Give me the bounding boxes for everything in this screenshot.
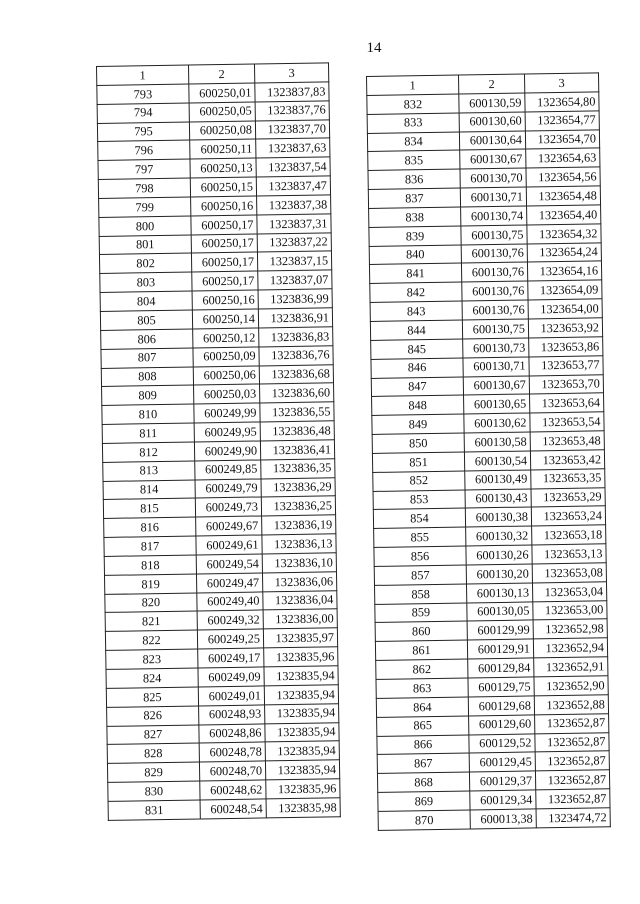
cell-y-coordinate: 1323654,48 xyxy=(526,186,600,206)
cell-y-coordinate: 1323653,48 xyxy=(530,431,604,451)
cell-point-number: 805 xyxy=(100,310,192,330)
cell-x-coordinate: 600129,75 xyxy=(468,677,534,697)
cell-x-coordinate: 600250,16 xyxy=(191,196,257,216)
cell-x-coordinate: 600250,17 xyxy=(191,252,257,272)
cell-x-coordinate: 600130,59 xyxy=(459,93,525,113)
cell-point-number: 849 xyxy=(372,414,464,434)
cell-point-number: 797 xyxy=(98,159,190,179)
cell-x-coordinate: 600129,34 xyxy=(470,790,536,810)
cell-x-coordinate: 600130,43 xyxy=(465,489,531,509)
cell-point-number: 838 xyxy=(369,207,461,227)
cell-x-coordinate: 600129,37 xyxy=(469,771,535,791)
cell-x-coordinate: 600130,05 xyxy=(467,602,533,622)
cell-point-number: 868 xyxy=(377,772,469,792)
cell-x-coordinate: 600250,06 xyxy=(193,365,259,385)
column-header-y: 3 xyxy=(254,63,328,83)
cell-y-coordinate: 1323836,68 xyxy=(259,364,333,384)
cell-y-coordinate: 1323837,38 xyxy=(257,195,331,215)
cell-y-coordinate: 1323653,04 xyxy=(532,582,606,602)
cell-point-number: 816 xyxy=(104,517,196,537)
cell-y-coordinate: 1323835,94 xyxy=(265,703,339,723)
cell-point-number: 856 xyxy=(374,546,466,566)
cell-point-number: 827 xyxy=(107,724,199,744)
cell-point-number: 814 xyxy=(103,480,195,500)
cell-point-number: 800 xyxy=(99,216,191,236)
cell-x-coordinate: 600130,74 xyxy=(461,206,527,226)
cell-y-coordinate: 1323836,13 xyxy=(262,534,336,554)
cell-x-coordinate: 600249,61 xyxy=(196,535,262,555)
cell-x-coordinate: 600130,75 xyxy=(462,319,528,339)
cell-point-number: 870 xyxy=(378,810,470,830)
cell-x-coordinate: 600130,32 xyxy=(466,526,532,546)
cell-x-coordinate: 600248,54 xyxy=(200,799,266,819)
cell-x-coordinate: 600130,76 xyxy=(461,244,527,264)
cell-x-coordinate: 600130,38 xyxy=(465,507,531,527)
cell-x-coordinate: 600129,68 xyxy=(468,696,534,716)
cell-point-number: 864 xyxy=(376,697,468,717)
cell-y-coordinate: 1323653,42 xyxy=(530,450,604,470)
cell-point-number: 818 xyxy=(104,555,196,575)
cell-x-coordinate: 600129,84 xyxy=(468,658,534,678)
cell-point-number: 799 xyxy=(99,197,191,217)
cell-x-coordinate: 600130,70 xyxy=(460,168,526,188)
cell-x-coordinate: 600250,15 xyxy=(190,177,256,197)
cell-y-coordinate: 1323652,87 xyxy=(535,732,609,752)
cell-x-coordinate: 600250,17 xyxy=(192,271,258,291)
cell-point-number: 795 xyxy=(97,122,189,142)
cell-point-number: 828 xyxy=(107,743,199,763)
cell-y-coordinate: 1323652,88 xyxy=(534,695,608,715)
cell-y-coordinate: 1323474,72 xyxy=(536,808,610,828)
cell-y-coordinate: 1323837,76 xyxy=(255,101,329,121)
cell-point-number: 845 xyxy=(371,339,463,359)
cell-y-coordinate: 1323653,00 xyxy=(533,600,607,620)
column-header-point-number: 1 xyxy=(97,65,189,85)
cell-x-coordinate: 600249,79 xyxy=(195,479,261,499)
cell-x-coordinate: 600129,60 xyxy=(469,715,535,735)
cell-point-number: 857 xyxy=(374,565,466,585)
cell-y-coordinate: 1323836,00 xyxy=(263,609,337,629)
cell-point-number: 796 xyxy=(98,140,190,160)
coordinates-table-left xyxy=(96,62,341,820)
cell-y-coordinate: 1323652,87 xyxy=(536,789,610,809)
cell-y-coordinate: 1323835,94 xyxy=(264,666,338,686)
cell-y-coordinate: 1323837,83 xyxy=(255,82,329,102)
cell-x-coordinate: 600248,93 xyxy=(199,705,265,725)
table-row xyxy=(378,808,610,830)
cell-y-coordinate: 1323654,80 xyxy=(525,92,599,112)
cell-x-coordinate: 600250,14 xyxy=(192,309,258,329)
cell-x-coordinate: 600129,52 xyxy=(469,733,535,753)
cell-point-number: 847 xyxy=(371,377,463,397)
cell-y-coordinate: 1323653,35 xyxy=(531,469,605,489)
cell-point-number: 846 xyxy=(371,358,463,378)
cell-y-coordinate: 1323652,87 xyxy=(535,751,609,771)
cell-point-number: 863 xyxy=(376,678,468,698)
cell-x-coordinate: 600129,99 xyxy=(467,620,533,640)
cell-y-coordinate: 1323837,07 xyxy=(258,270,332,290)
cell-x-coordinate: 600248,62 xyxy=(200,780,266,800)
cell-point-number: 869 xyxy=(378,791,470,811)
cell-y-coordinate: 1323654,40 xyxy=(527,205,601,225)
cell-y-coordinate: 1323654,09 xyxy=(528,280,602,300)
cell-x-coordinate: 600250,08 xyxy=(189,121,255,141)
page-number: 14 xyxy=(366,40,382,56)
cell-point-number: 840 xyxy=(369,245,461,265)
cell-x-coordinate: 600130,49 xyxy=(465,470,531,490)
cell-point-number: 859 xyxy=(375,603,467,623)
cell-x-coordinate: 600250,17 xyxy=(191,215,257,235)
cell-x-coordinate: 600250,16 xyxy=(192,290,258,310)
column-header-y: 3 xyxy=(524,73,598,93)
cell-y-coordinate: 1323837,22 xyxy=(257,232,331,252)
cell-y-coordinate: 1323653,54 xyxy=(530,412,604,432)
cell-y-coordinate: 1323652,98 xyxy=(533,619,607,639)
cell-y-coordinate: 1323652,87 xyxy=(535,770,609,790)
cell-x-coordinate: 600130,71 xyxy=(463,357,529,377)
cell-x-coordinate: 600130,67 xyxy=(460,149,526,169)
cell-point-number: 841 xyxy=(369,263,461,283)
cell-x-coordinate: 600249,17 xyxy=(198,648,264,668)
cell-x-coordinate: 600129,91 xyxy=(467,639,533,659)
cell-x-coordinate: 600249,47 xyxy=(196,573,262,593)
cell-x-coordinate: 600250,09 xyxy=(193,347,259,367)
cell-x-coordinate: 600249,73 xyxy=(195,497,261,517)
cell-point-number: 854 xyxy=(373,508,465,528)
cell-point-number: 861 xyxy=(375,640,467,660)
cell-point-number: 810 xyxy=(102,404,194,424)
cell-x-coordinate: 600250,01 xyxy=(189,83,255,103)
cell-y-coordinate: 1323653,64 xyxy=(530,393,604,413)
cell-x-coordinate: 600130,71 xyxy=(460,187,526,207)
column-header-point-number: 1 xyxy=(367,75,459,95)
cell-point-number: 867 xyxy=(377,753,469,773)
cell-y-coordinate: 1323653,08 xyxy=(532,563,606,583)
cell-point-number: 819 xyxy=(104,574,196,594)
cell-x-coordinate: 600249,90 xyxy=(194,441,260,461)
cell-x-coordinate: 600250,11 xyxy=(190,139,256,159)
cell-y-coordinate: 1323837,70 xyxy=(255,119,329,139)
cell-point-number: 866 xyxy=(377,734,469,754)
cell-y-coordinate: 1323836,99 xyxy=(258,289,332,309)
cell-point-number: 862 xyxy=(376,659,468,679)
cell-x-coordinate: 600130,26 xyxy=(466,545,532,565)
cell-x-coordinate: 600250,03 xyxy=(194,384,260,404)
cell-x-coordinate: 600249,54 xyxy=(196,554,262,574)
cell-point-number: 826 xyxy=(107,706,199,726)
cell-point-number: 844 xyxy=(370,320,462,340)
cell-y-coordinate: 1323836,04 xyxy=(263,590,337,610)
table-row xyxy=(108,798,340,820)
cell-y-coordinate: 1323836,41 xyxy=(260,440,334,460)
cell-point-number: 802 xyxy=(99,253,191,273)
cell-point-number: 851 xyxy=(372,452,464,472)
cell-x-coordinate: 600249,40 xyxy=(197,592,263,612)
cell-y-coordinate: 1323836,91 xyxy=(258,308,332,328)
column-header-x: 2 xyxy=(188,64,254,84)
cell-y-coordinate: 1323835,97 xyxy=(263,628,337,648)
cell-x-coordinate: 600249,32 xyxy=(197,610,263,630)
cell-y-coordinate: 1323836,25 xyxy=(261,496,335,516)
cell-y-coordinate: 1323836,76 xyxy=(259,345,333,365)
cell-point-number: 832 xyxy=(367,94,459,114)
cell-y-coordinate: 1323836,10 xyxy=(262,553,336,573)
cell-point-number: 848 xyxy=(372,395,464,415)
cell-x-coordinate: 600130,65 xyxy=(464,394,530,414)
cell-point-number: 813 xyxy=(103,461,195,481)
cell-point-number: 837 xyxy=(368,188,460,208)
cell-x-coordinate: 600249,25 xyxy=(197,629,263,649)
cell-point-number: 804 xyxy=(100,291,192,311)
cell-x-coordinate: 600130,58 xyxy=(464,432,530,452)
cell-point-number: 817 xyxy=(104,536,196,556)
cell-point-number: 850 xyxy=(372,433,464,453)
cell-y-coordinate: 1323836,19 xyxy=(262,515,336,535)
cell-y-coordinate: 1323652,87 xyxy=(535,713,609,733)
cell-y-coordinate: 1323653,29 xyxy=(531,487,605,507)
cell-point-number: 815 xyxy=(103,498,195,518)
cell-point-number: 808 xyxy=(101,367,193,387)
cell-point-number: 822 xyxy=(105,630,197,650)
cell-y-coordinate: 1323837,15 xyxy=(257,251,331,271)
cell-y-coordinate: 1323654,24 xyxy=(527,242,601,262)
cell-x-coordinate: 600250,12 xyxy=(193,328,259,348)
cell-point-number: 829 xyxy=(107,762,199,782)
cell-y-coordinate: 1323835,98 xyxy=(266,798,340,818)
cell-y-coordinate: 1323837,63 xyxy=(256,138,330,158)
cell-y-coordinate: 1323836,29 xyxy=(261,477,335,497)
cell-x-coordinate: 600250,17 xyxy=(191,234,257,254)
cell-x-coordinate: 600130,20 xyxy=(466,564,532,584)
cell-point-number: 811 xyxy=(102,423,194,443)
cell-x-coordinate: 600250,13 xyxy=(190,158,256,178)
cell-point-number: 855 xyxy=(374,527,466,547)
cell-y-coordinate: 1323835,94 xyxy=(265,722,339,742)
cell-point-number: 834 xyxy=(367,132,459,152)
cell-point-number: 794 xyxy=(97,103,189,123)
cell-point-number: 833 xyxy=(367,113,459,133)
cell-point-number: 823 xyxy=(106,649,198,669)
cell-y-coordinate: 1323653,24 xyxy=(531,506,605,526)
cell-y-coordinate: 1323652,90 xyxy=(534,676,608,696)
cell-point-number: 798 xyxy=(98,178,190,198)
cell-point-number: 865 xyxy=(377,716,469,736)
cell-x-coordinate: 600249,09 xyxy=(198,667,264,687)
cell-y-coordinate: 1323653,86 xyxy=(529,337,603,357)
cell-point-number: 803 xyxy=(100,272,192,292)
cell-x-coordinate: 600250,05 xyxy=(189,102,255,122)
cell-point-number: 812 xyxy=(102,442,194,462)
cell-point-number: 836 xyxy=(368,169,460,189)
cell-point-number: 821 xyxy=(105,611,197,631)
cell-x-coordinate: 600130,76 xyxy=(461,262,527,282)
coordinates-table-right xyxy=(366,72,611,830)
cell-x-coordinate: 600130,76 xyxy=(462,300,528,320)
cell-y-coordinate: 1323654,32 xyxy=(527,224,601,244)
cell-y-coordinate: 1323654,00 xyxy=(528,299,602,319)
cell-x-coordinate: 600013,38 xyxy=(470,809,536,829)
cell-x-coordinate: 600130,67 xyxy=(463,375,529,395)
cell-y-coordinate: 1323653,70 xyxy=(529,374,603,394)
cell-y-coordinate: 1323654,16 xyxy=(527,261,601,281)
cell-point-number: 835 xyxy=(368,150,460,170)
cell-y-coordinate: 1323836,35 xyxy=(261,459,335,479)
cell-y-coordinate: 1323837,47 xyxy=(256,176,330,196)
cell-x-coordinate: 600249,99 xyxy=(194,403,260,423)
cell-point-number: 858 xyxy=(374,584,466,604)
cell-point-number: 852 xyxy=(373,471,465,491)
cell-y-coordinate: 1323654,77 xyxy=(525,111,599,131)
cell-y-coordinate: 1323836,48 xyxy=(260,421,334,441)
cell-x-coordinate: 600130,60 xyxy=(459,112,525,132)
cell-point-number: 853 xyxy=(373,490,465,510)
cell-y-coordinate: 1323837,54 xyxy=(256,157,330,177)
cell-y-coordinate: 1323653,77 xyxy=(529,355,603,375)
cell-point-number: 824 xyxy=(106,668,198,688)
cell-y-coordinate: 1323835,94 xyxy=(264,685,338,705)
cell-x-coordinate: 600249,95 xyxy=(194,422,260,442)
cell-y-coordinate: 1323836,06 xyxy=(262,572,336,592)
cell-point-number: 793 xyxy=(97,84,189,104)
cell-y-coordinate: 1323835,96 xyxy=(264,647,338,667)
cell-x-coordinate: 600130,13 xyxy=(466,583,532,603)
cell-x-coordinate: 600129,45 xyxy=(469,752,535,772)
cell-y-coordinate: 1323654,56 xyxy=(526,167,600,187)
cell-y-coordinate: 1323835,96 xyxy=(266,779,340,799)
cell-x-coordinate: 600130,64 xyxy=(459,131,525,151)
cell-y-coordinate: 1323837,31 xyxy=(257,214,331,234)
cell-point-number: 839 xyxy=(369,226,461,246)
cell-x-coordinate: 600248,78 xyxy=(199,742,265,762)
cell-y-coordinate: 1323835,94 xyxy=(265,741,339,761)
cell-x-coordinate: 600249,01 xyxy=(198,686,264,706)
cell-x-coordinate: 600249,67 xyxy=(196,516,262,536)
cell-x-coordinate: 600248,86 xyxy=(199,723,265,743)
cell-x-coordinate: 600248,70 xyxy=(199,761,265,781)
cell-y-coordinate: 1323653,92 xyxy=(528,318,602,338)
cell-point-number: 820 xyxy=(105,593,197,613)
cell-y-coordinate: 1323654,63 xyxy=(526,148,600,168)
cell-x-coordinate: 600130,73 xyxy=(463,338,529,358)
cell-point-number: 825 xyxy=(106,687,198,707)
cell-y-coordinate: 1323836,83 xyxy=(259,327,333,347)
cell-point-number: 806 xyxy=(101,329,193,349)
cell-y-coordinate: 1323835,94 xyxy=(265,760,339,780)
cell-point-number: 860 xyxy=(375,621,467,641)
cell-x-coordinate: 600130,75 xyxy=(461,225,527,245)
cell-point-number: 843 xyxy=(370,301,462,321)
cell-y-coordinate: 1323653,18 xyxy=(532,525,606,545)
cell-point-number: 801 xyxy=(99,235,191,255)
cell-y-coordinate: 1323654,70 xyxy=(525,129,599,149)
cell-x-coordinate: 600130,54 xyxy=(464,451,530,471)
cell-x-coordinate: 600130,62 xyxy=(464,413,530,433)
cell-y-coordinate: 1323653,13 xyxy=(532,544,606,564)
cell-x-coordinate: 600249,85 xyxy=(195,460,261,480)
cell-point-number: 831 xyxy=(108,800,200,820)
cell-y-coordinate: 1323652,91 xyxy=(534,657,608,677)
column-header-x: 2 xyxy=(458,74,524,94)
cell-point-number: 809 xyxy=(102,385,194,405)
cell-x-coordinate: 600130,76 xyxy=(462,281,528,301)
cell-point-number: 830 xyxy=(108,781,200,801)
cell-y-coordinate: 1323836,55 xyxy=(260,402,334,422)
cell-y-coordinate: 1323836,60 xyxy=(260,383,334,403)
cell-point-number: 807 xyxy=(101,348,193,368)
cell-y-coordinate: 1323652,94 xyxy=(533,638,607,658)
cell-point-number: 842 xyxy=(370,282,462,302)
